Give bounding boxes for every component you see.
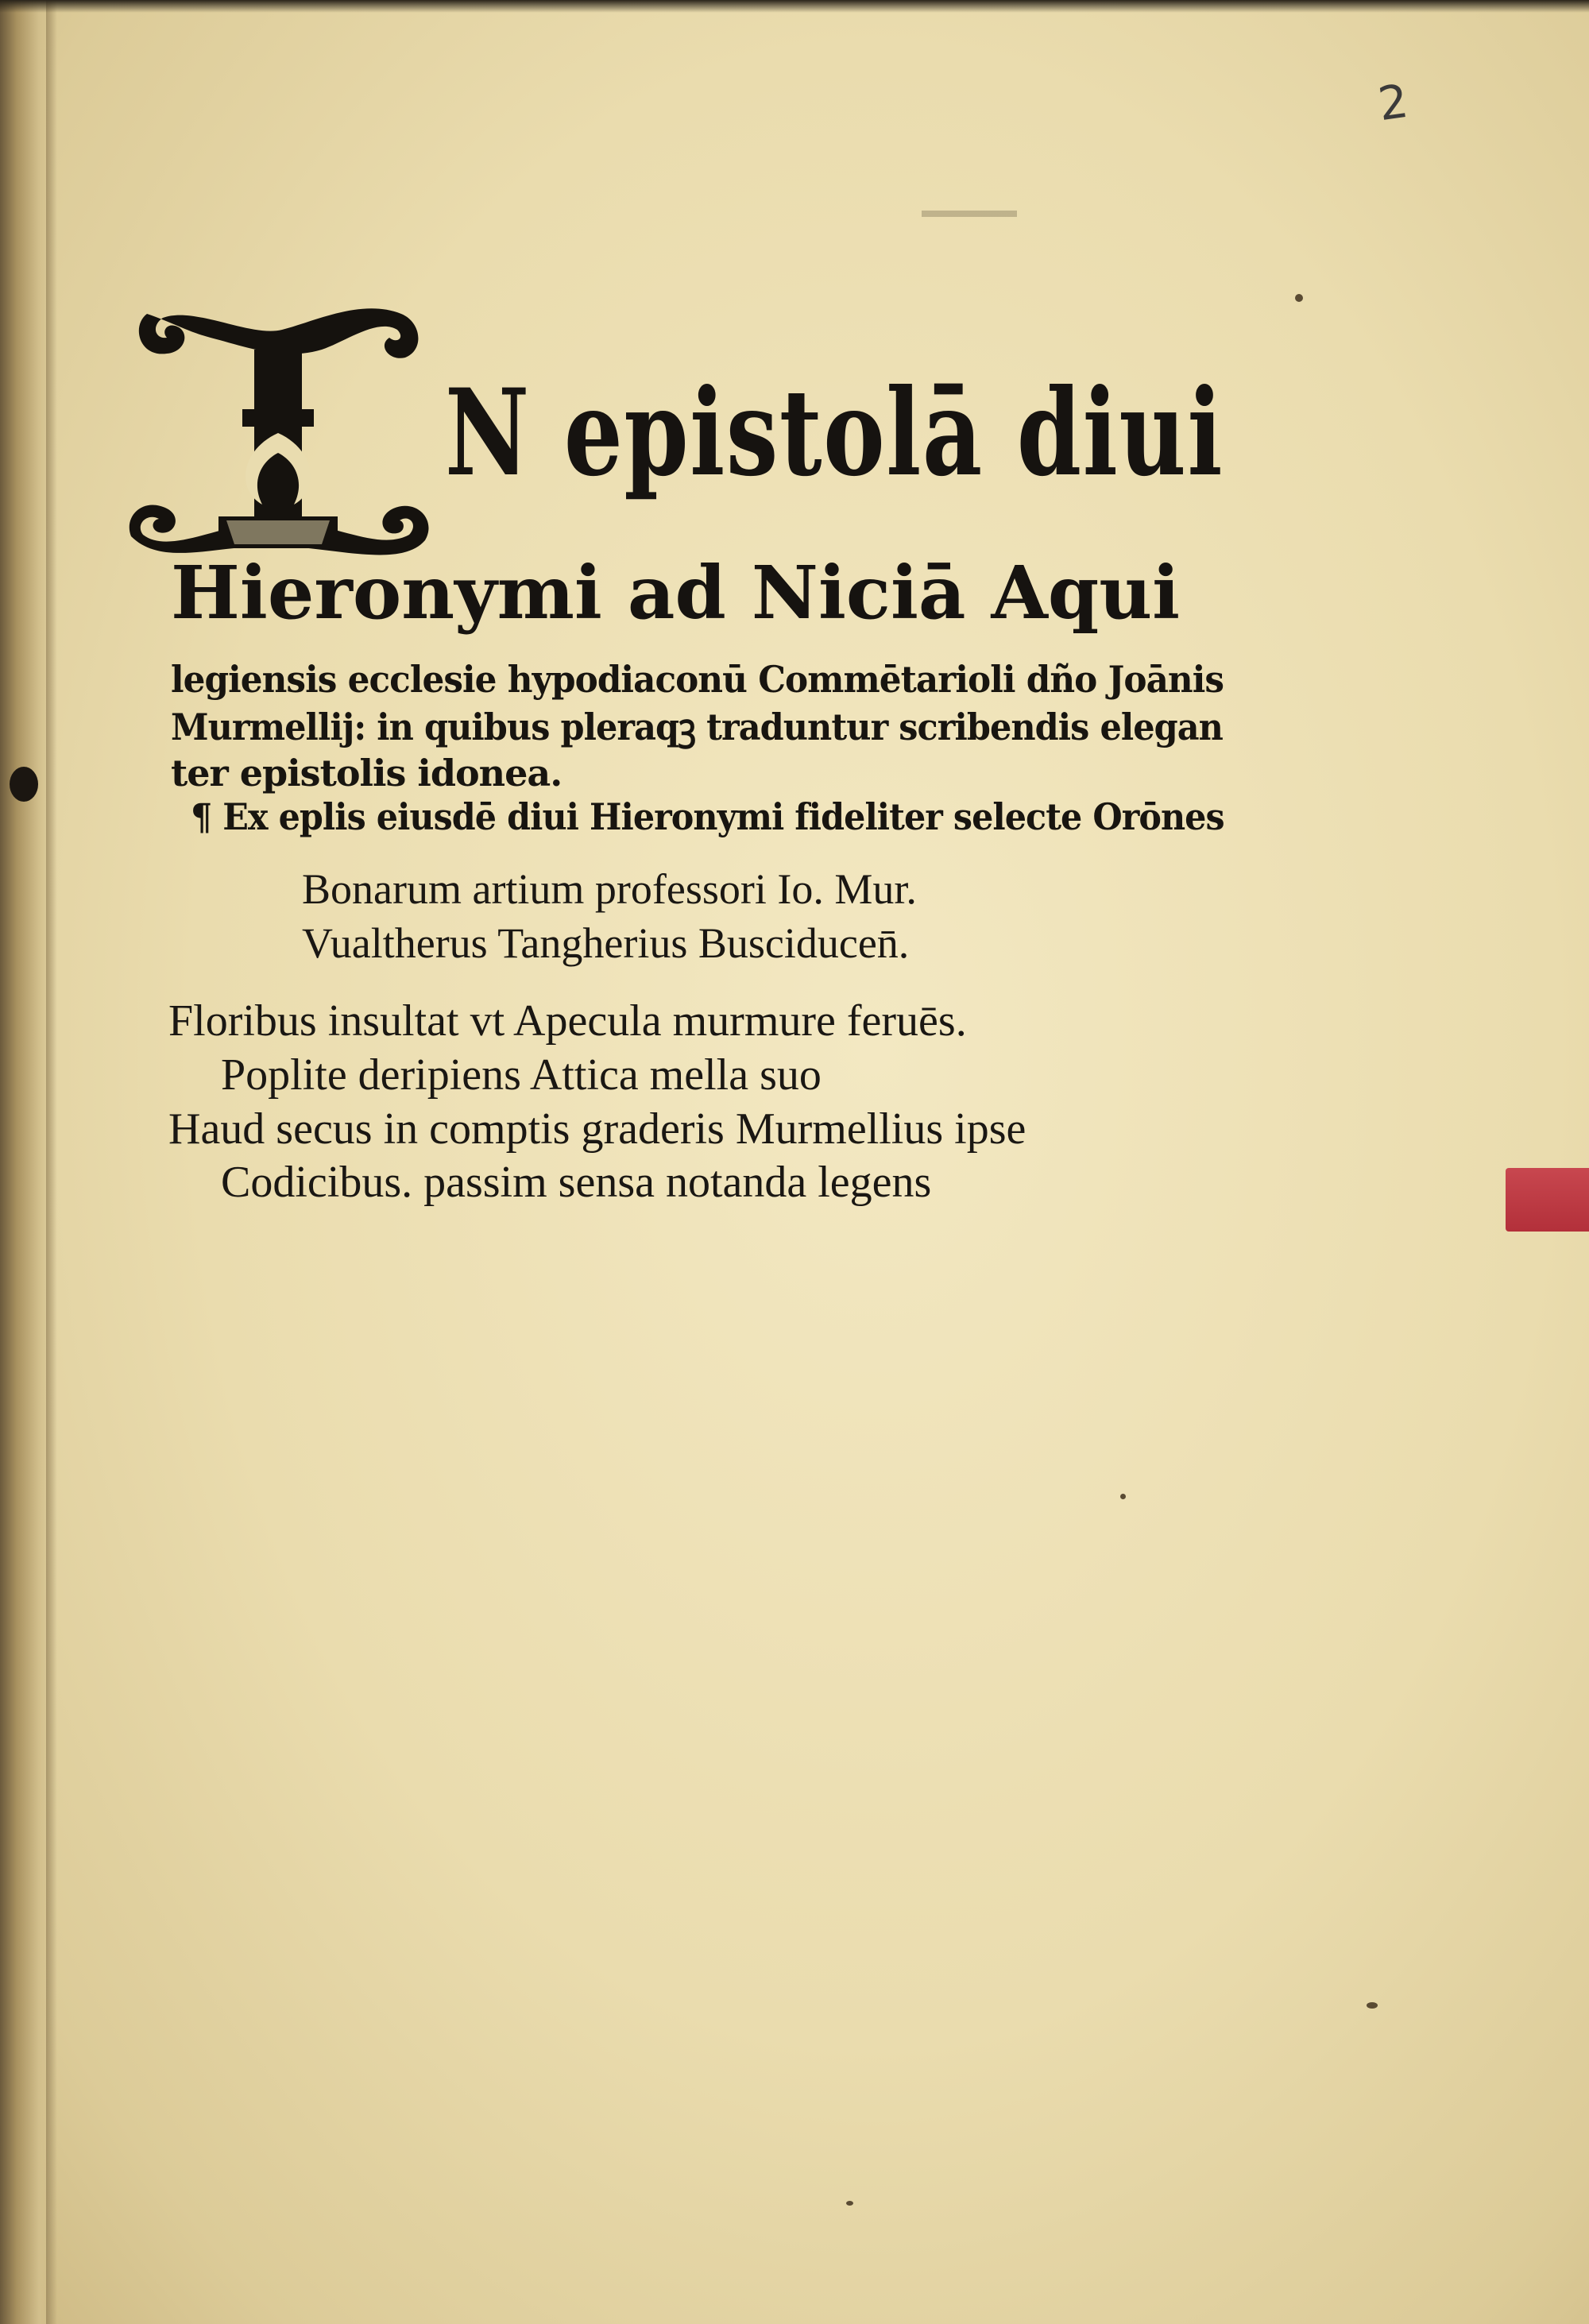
decorated-initial-i-icon: [123, 282, 433, 568]
page-fold-shadow: [46, 0, 57, 2324]
verse-line-4: Codicibus. passim sensa notanda legens: [221, 1158, 932, 1207]
binding-hole: [10, 767, 38, 802]
verse-line-1: Floribus insultat vt Apecula murmure feruēs.: [168, 996, 967, 1046]
paper-speck: [1367, 2002, 1378, 2009]
paper-speck: [1295, 294, 1303, 302]
folio-number: 2: [1374, 73, 1412, 132]
subtitle-line-2: Murmellij: in quibus pleraqꝫ traduntur scribendis elegan: [171, 706, 1223, 748]
dedication-line-1: Bonarum artium professori Io. Mur.: [302, 865, 917, 913]
top-edge-shadow: [0, 0, 1589, 13]
subtitle-line-1: legiensis ecclesie hypodiaconū Commētarioli dño Joānis: [171, 658, 1224, 701]
verse-line-2: Poplite deripiens Attica mella suo: [221, 1050, 822, 1100]
red-page-tab[interactable]: [1506, 1168, 1589, 1232]
paper-speck: [846, 2201, 853, 2206]
subtitle-line-3: ter epistolis idonea.: [171, 752, 563, 795]
verse-line-3: Haud secus in comptis graderis Murmellius ipse: [168, 1104, 1026, 1154]
dedication-line-2: Vualtherus Tangherius Busciducen̄.: [302, 919, 910, 967]
ink-mark: [922, 211, 1017, 217]
paper-speck: [1120, 1494, 1126, 1499]
subtitle-line-4: ¶ Ex eplis eiusdē diui Hieronymi fideliter selecte Orōnes: [191, 795, 1224, 838]
title-line-1: N epistolā diui: [445, 363, 1224, 503]
title-line-2: Hieronymi ad Niciā Aqui: [171, 550, 1181, 636]
